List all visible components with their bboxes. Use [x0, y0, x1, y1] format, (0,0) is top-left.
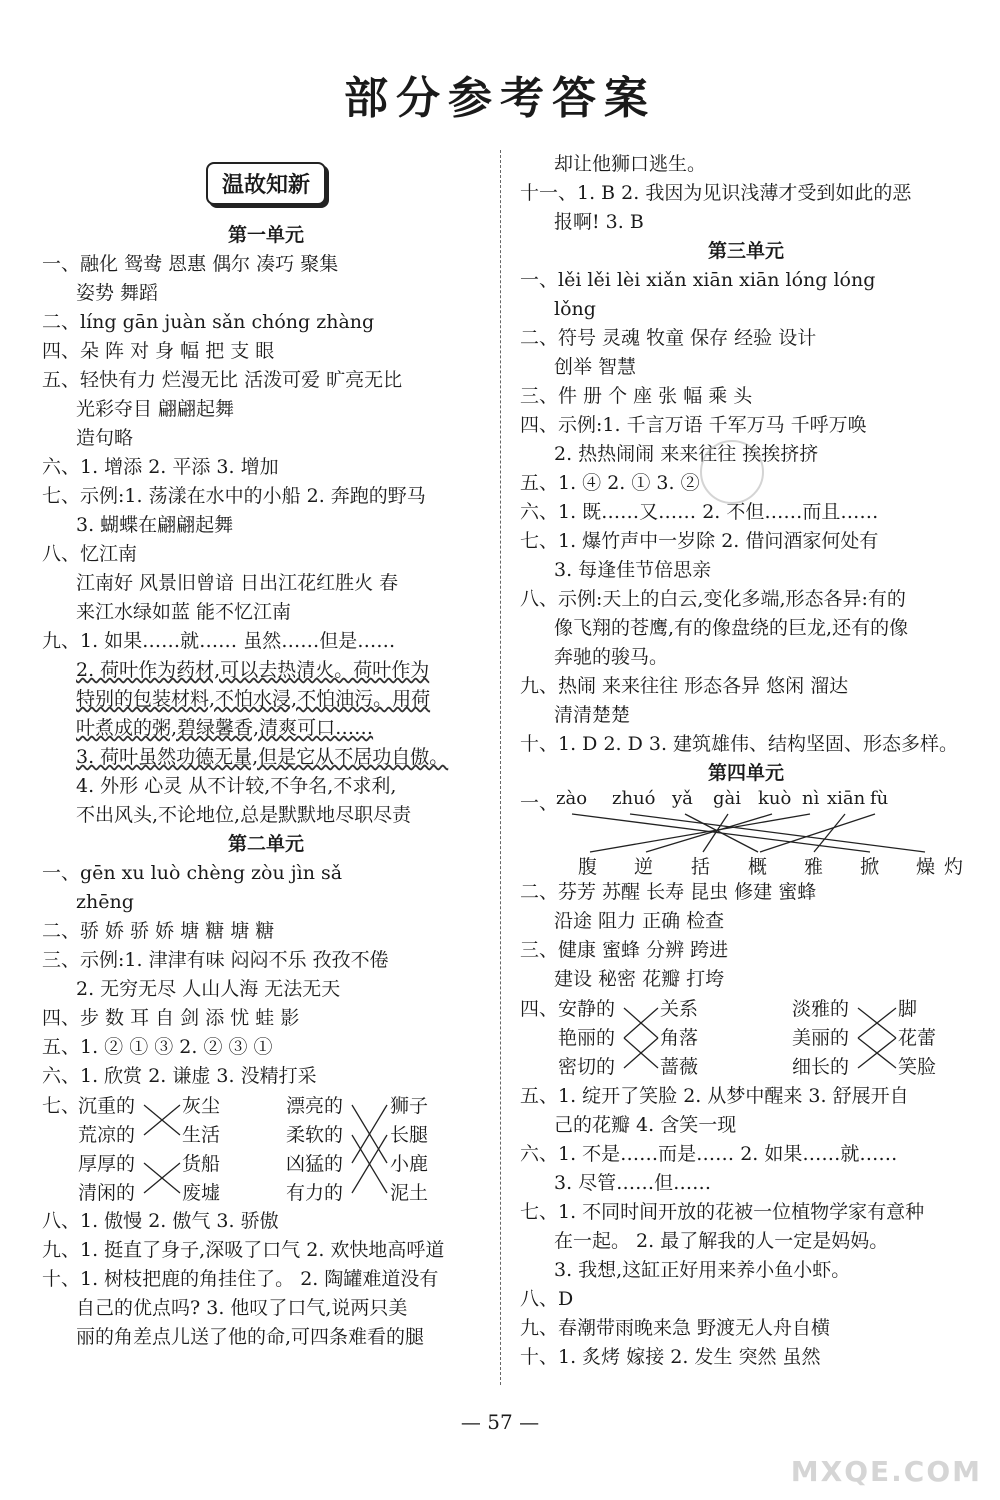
answer-line: 像飞翔的苍鹰,有的像盘绕的巨龙,还有的像 — [554, 617, 909, 639]
answer-line: 二、líng gān juàn sǎn chóng zhàng — [42, 311, 375, 333]
character-item: 燥 — [916, 856, 936, 878]
answer-line: 却让他狮口逃生。 — [554, 153, 707, 175]
pinyin-item: xiān — [827, 788, 866, 809]
left-column — [42, 150, 490, 1352]
answer-line: 2. 热热闹闹 来来往往 挨挨挤挤 — [554, 443, 819, 465]
character-item: 掀 — [860, 856, 880, 878]
answer-line: 六、1. 增添 2. 平添 3. 增加 — [42, 456, 279, 478]
answer-line: 四、朵 阵 对 身 幅 把 支 眼 — [42, 340, 275, 362]
answer-line: 丽的角差点儿送了他的命,可四条难看的腿 — [76, 1326, 425, 1348]
pinyin-item: zhuó — [612, 788, 656, 809]
underlined-text: 2. 荷叶作为药材,可以去热清火。荷叶作为 — [76, 659, 430, 681]
character-item: 雅 — [804, 856, 824, 878]
pinyin-item: kuò — [758, 788, 792, 809]
match-right-word: 脚 — [898, 998, 918, 1020]
underlined-text: 叶煮成的粥,碧绿馨香,清爽可口…… — [76, 717, 374, 739]
answer-line: 十一、1. B 2. 我因为见识浅薄才受到如此的恶 — [520, 182, 912, 204]
answer-line: 六、1. 不是……而是…… 2. 如果……就…… — [520, 1143, 898, 1165]
answer-line: 创举 智慧 — [554, 356, 637, 378]
match-right-word: 泥土 — [390, 1182, 429, 1204]
answer-line: 十、1. D 2. D 3. 建筑雄伟、结构坚固、形态多样。 — [520, 733, 959, 755]
match-left-word: 密切的 — [558, 1056, 616, 1078]
match-left-word: 艳丽的 — [558, 1027, 616, 1049]
match-right-word: 生活 — [182, 1124, 221, 1146]
answer-line: 造句略 — [76, 427, 134, 449]
match-left-word: 荒凉的 — [78, 1124, 136, 1146]
answer-line: 四、示例:1. 千言万语 千军万马 千呼万唤 — [520, 414, 867, 436]
page-title: 部分参考答案 — [344, 73, 656, 124]
answer-line: 九、1. 挺直了身子,深吸了口气 2. 欢快地高呼道 — [42, 1239, 445, 1261]
matching-exercise-q4 — [520, 994, 972, 1082]
unit4-heading: 第四单元 — [707, 762, 784, 784]
answer-line: 三、示例:1. 津津有味 闷闷不乐 孜孜不倦 — [42, 949, 389, 971]
question-label: 一、 — [520, 792, 559, 814]
answer-line: 3. 尽管……但…… — [554, 1172, 712, 1194]
section-box — [42, 162, 490, 205]
answer-line: 七、示例:1. 荡漾在水中的小船 2. 奔跑的野马 — [42, 485, 426, 507]
unit2-heading: 第二单元 — [227, 833, 304, 855]
character-item: 括 — [691, 856, 711, 878]
answer-line: 五、1. ④ 2. ① 3. ② — [520, 472, 700, 494]
answer-line: 八、1. 傲慢 2. 傲气 3. 骄傲 — [42, 1210, 279, 1232]
page-number: — 57 — — [460, 1410, 540, 1434]
pinyin-item: gài — [713, 788, 742, 809]
underlined-text: 3. 荷叶虽然功德无量,但是它从不居功自傲。 — [76, 746, 449, 768]
pinyin-matching-exercise — [520, 788, 972, 878]
underlined-text: 特别的包装材料,不怕水浸,不怕油污。用荷 — [76, 688, 431, 710]
answer-line — [42, 743, 490, 772]
answer-line — [42, 656, 490, 685]
answer-line: 七、1. 爆竹声中一岁除 2. 借问酒家何处有 — [520, 530, 879, 552]
watermark-logo: MXQE.COM — [790, 1455, 982, 1488]
answer-line: 五、1. ② ① ③ 2. ② ③ ① — [42, 1036, 273, 1058]
character-item: 灼 — [944, 856, 964, 878]
answer-line: 沿途 阻力 正确 检查 — [554, 910, 725, 932]
answer-line: 一、融化 鸳鸯 恩惠 偶尔 凑巧 聚集 — [42, 253, 339, 275]
answer-line: 二、芬芳 苏醒 长寿 昆虫 修建 蜜蜂 — [520, 881, 817, 903]
answer-line: 六、1. 既……又…… 2. 不但……而且…… — [520, 501, 879, 523]
answer-line: 奔驰的骏马。 — [554, 646, 669, 668]
answer-line: 己的花瓣 4. 含笑一现 — [554, 1114, 737, 1136]
answer-line: 清清楚楚 — [554, 704, 631, 726]
answer-line: 三、件 册 个 座 张 幅 乘 头 — [520, 385, 753, 407]
pinyin-item: fù — [870, 788, 889, 809]
character-item: 腹 — [578, 856, 598, 878]
answer-line: lǒng — [554, 298, 596, 320]
match-left-word: 厚厚的 — [78, 1153, 136, 1175]
character-item: 逆 — [634, 856, 654, 878]
section-box-label: 温故知新 — [206, 162, 326, 205]
match-left-word: 安静的 — [558, 998, 616, 1020]
answer-line: 八、D — [520, 1288, 574, 1310]
answer-line: 九、1. 如果……就…… 虽然……但是…… — [42, 630, 396, 652]
answer-line: 2. 无穷无尽 人山人海 无法无天 — [76, 978, 341, 1000]
answer-line: 3. 我想,这缸正好用来养小鱼小虾。 — [554, 1259, 851, 1281]
answer-line: 一、gēn xu luò chèng zòu jìn sǎ — [42, 862, 343, 884]
answer-line: zhēng — [76, 891, 134, 913]
question-label: 七、 — [42, 1095, 81, 1117]
answer-line — [42, 714, 490, 743]
answer-line: 姿势 舞蹈 — [76, 282, 159, 304]
answer-line: 建设 秘密 花瓣 打垮 — [554, 968, 725, 990]
answer-line: 自己的优点吗? 3. 他叹了口气,说两只美 — [76, 1297, 408, 1319]
answer-line: 七、1. 不同时间开放的花被一位植物学家有意种 — [520, 1201, 925, 1223]
match-left-word: 沉重的 — [78, 1095, 136, 1117]
stamp-mark — [700, 440, 764, 504]
answer-line: 3. 每逢佳节倍思亲 — [554, 559, 712, 581]
match-left-word: 淡雅的 — [792, 998, 850, 1020]
match-right-word: 狮子 — [390, 1095, 429, 1117]
match-right-word: 长腿 — [390, 1124, 429, 1146]
match-right-word: 花蕾 — [898, 1027, 937, 1049]
match-left-word: 清闲的 — [78, 1182, 136, 1204]
answer-line: 六、1. 欣赏 2. 谦虚 3. 没精打采 — [42, 1065, 317, 1087]
answer-line: 四、步 数 耳 自 剑 添 忧 蛙 影 — [42, 1007, 300, 1029]
answer-line: 九、热闹 来来往往 形态各异 悠闲 溜达 — [520, 675, 849, 697]
answer-line: 在一起。 2. 最了解我的人一定是妈妈。 — [554, 1230, 889, 1252]
matching-exercise-q7 — [42, 1091, 490, 1207]
answer-line: 二、符号 灵魂 牧童 保存 经验 设计 — [520, 327, 817, 349]
match-left-word: 凶猛的 — [286, 1153, 344, 1175]
answer-line: 一、lěi lěi lèi xiǎn xiān xiān lóng lóng — [520, 269, 876, 291]
pinyin-item: yǎ — [672, 788, 693, 809]
match-left-word: 漂亮的 — [286, 1095, 344, 1117]
pinyin-item: zào — [556, 788, 588, 809]
answer-line: 九、春潮带雨晚来急 野渡无人舟自横 — [520, 1317, 831, 1339]
answer-line: 不出风头,不论地位,总是默默地尽职尽责 — [76, 804, 412, 826]
question-label: 四、 — [520, 998, 559, 1020]
answer-line: 来江水绿如蓝 能不忆江南 — [76, 601, 292, 623]
match-left-word: 柔软的 — [286, 1124, 344, 1146]
match-right-word: 灰尘 — [182, 1095, 221, 1117]
match-right-word: 笑脸 — [898, 1056, 937, 1078]
unit3-heading: 第三单元 — [707, 240, 784, 262]
pinyin-item: nì — [802, 788, 820, 809]
match-right-word: 关系 — [660, 998, 699, 1020]
column-divider — [500, 150, 501, 1385]
answer-line: 3. 蝴蝶在翩翩起舞 — [76, 514, 234, 536]
answer-line: 报啊! 3. B — [554, 211, 644, 233]
answer-line: 4. 外形 心灵 从不计较,不争名,不求利, — [76, 775, 397, 797]
match-left-word: 美丽的 — [792, 1027, 850, 1049]
right-column — [520, 150, 972, 1372]
character-item: 概 — [748, 856, 768, 878]
match-left-word: 有力的 — [286, 1182, 344, 1204]
match-right-word: 货船 — [182, 1153, 221, 1175]
answer-line: 三、健康 蜜蜂 分辨 跨进 — [520, 939, 729, 961]
match-left-word: 细长的 — [792, 1056, 850, 1078]
answer-line: 十、1. 树枝把鹿的角挂住了。 2. 陶罐难道没有 — [42, 1268, 439, 1290]
match-right-word: 废墟 — [182, 1182, 221, 1204]
match-right-word: 小鹿 — [390, 1153, 429, 1175]
match-right-word: 角落 — [660, 1027, 699, 1049]
answer-line: 十、1. 炙烤 嫁接 2. 发生 突然 虽然 — [520, 1346, 821, 1368]
match-right-word: 蔷薇 — [660, 1056, 699, 1078]
answer-line: 八、示例:天上的白云,变化多端,形态各异:有的 — [520, 588, 906, 610]
unit1-heading: 第一单元 — [227, 224, 304, 246]
answer-line: 光彩夺目 翩翩起舞 — [76, 398, 235, 420]
answer-line: 八、忆江南 — [42, 543, 138, 565]
answer-line: 五、1. 绽开了笑脸 2. 从梦中醒来 3. 舒展开自 — [520, 1085, 909, 1107]
answer-line: 五、轻快有力 烂漫无比 活泼可爱 旷亮无比 — [42, 369, 403, 391]
answer-line: 二、骄 娇 骄 娇 塘 糖 塘 糖 — [42, 920, 275, 942]
answer-line: 江南好 风景旧曾谙 日出江花红胜火 春 — [76, 572, 399, 594]
answer-line — [42, 685, 490, 714]
